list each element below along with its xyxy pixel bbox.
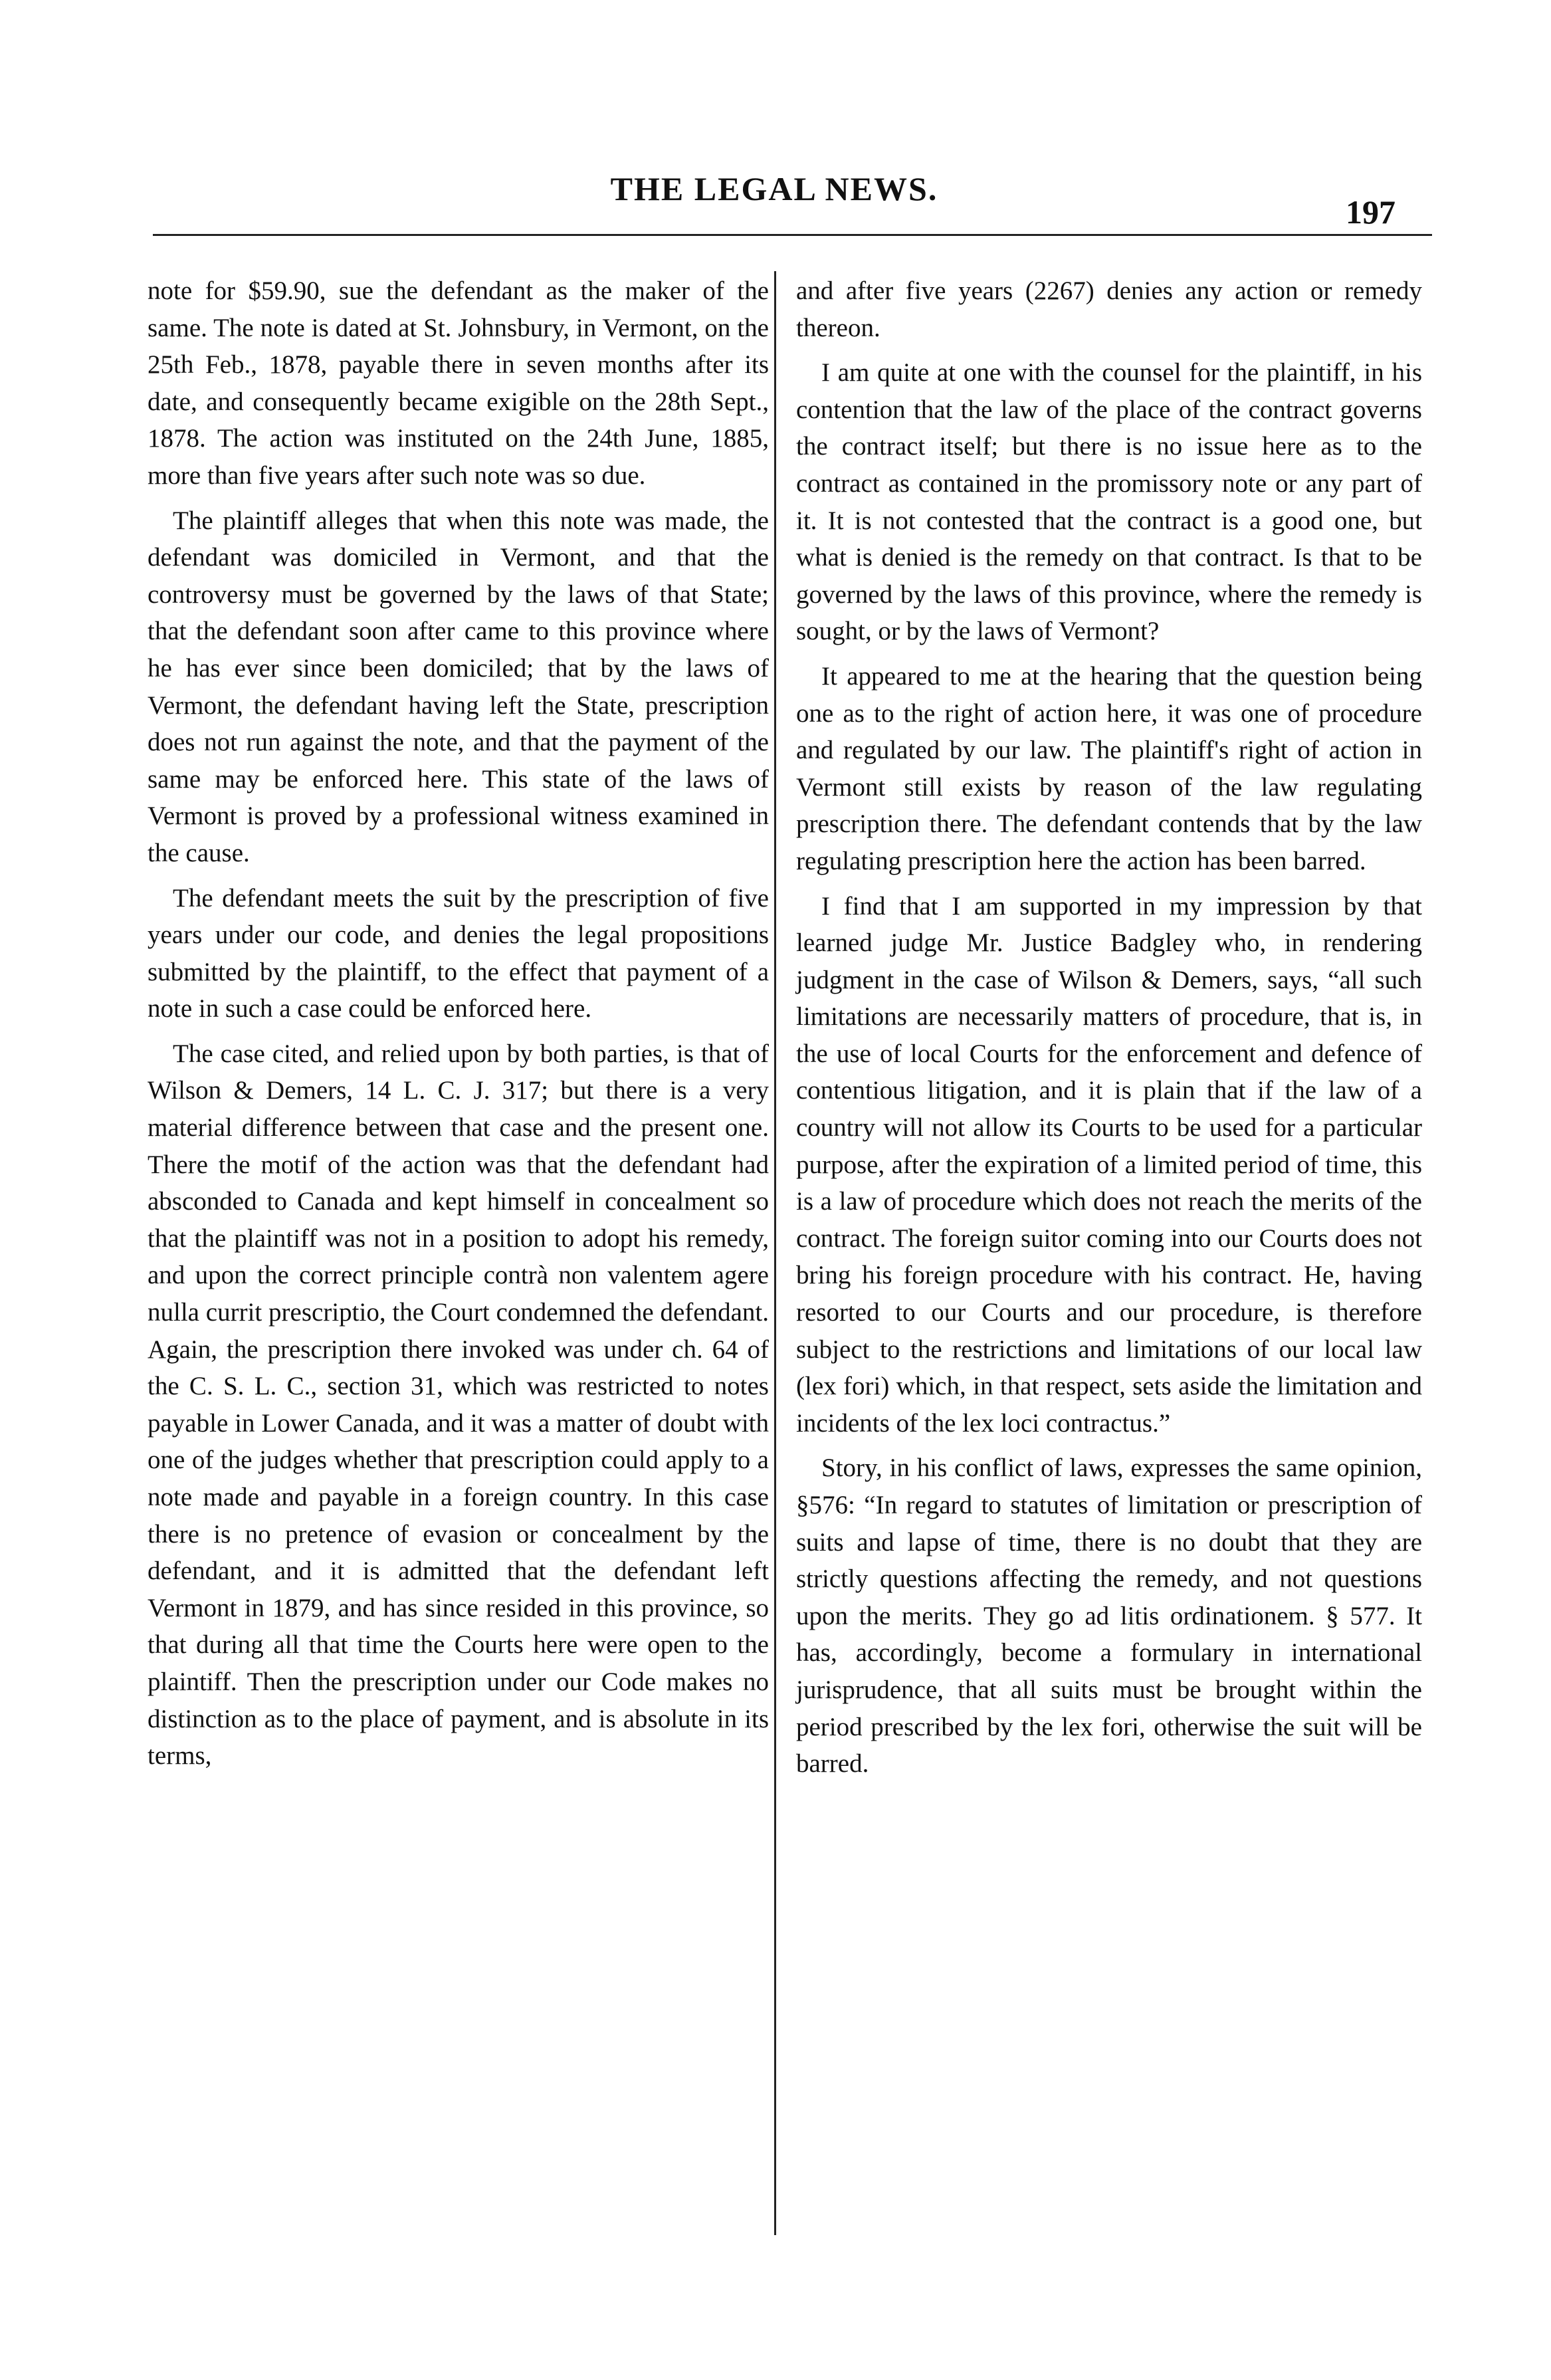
left-paragraph-2: The plaintiff alleges that when this note was made, the defendant was domiciled in Vermont, and that the controversy must be governed by the laws of that State; that the defendant soon after came to this province where he has ever since been domiciled; that by the laws of Vermont, the defendant having left the State, prescription does not run against the note, and that the payment of the same may be enforced here. This state of the laws of Vermont is proved by a professional witness examined in the cause. xyxy=(148,506,769,867)
left-paragraph-3: The defendant meets the suit by the prescription of five years under our code, and denies the legal propositions submitted by the plaintiff, to the effect that payment of a note in such a case could be enforced here. xyxy=(148,883,769,1024)
page-number: 197 xyxy=(1346,193,1396,231)
right-paragraph-2: I am quite at one with the counsel for the plaintiff, in his contention that the law of the place of the contract governs the contract itself; but there is no issue here as to the contract as contained in the promissory note or any part of it. It is not contested that the contract is a good one, but what is denied is the remedy on that contract. Is that to be governed by the laws of this province, where the remedy is sought, or by the laws of Vermont? xyxy=(796,358,1422,646)
right-paragraph-1: and after five years (2267) denies any action or remedy thereon. xyxy=(796,276,1422,342)
column-divider xyxy=(774,271,776,2235)
right-paragraph-5: Story, in his conflict of laws, expresses the same opinion, §576: “In regard to statutes of limitation or prescription of suits and lapse of time, there is no doubt that they are strictly questions affecting the remedy, and not questions upon the merits. They go ad litis ordinationem. § 577. It has, accordingly, become a formulary in international jurisprudence, that all suits must be brought within the period prescribed by the lex fori, otherwise the suit will be barred. xyxy=(796,1454,1422,1779)
right-paragraph-4: I find that I am supported in my impression by that learned judge Mr. Justice Badgley who, in rendering judgment in the case of Wilson & Demers, says, “all such limitations are necessarily matters of procedure, that is, in the use of local Courts for the enforcement and defence of contentious litigation, and it is plain that if the law of a country will not allow its Courts to be used for a particular purpose, after the expiration of a limited period of time, this is a law of procedure which does not reach the merits of the contract. The foreign suitor coming into our Courts does not bring his foreign procedure with his contract. He, having resorted to our Courts and our procedure, is therefore subject to the restrictions and limitations of our local law (lex fori) which, in that respect, sets aside the limitation and incidents of the lex loci contractus.” xyxy=(796,891,1422,1438)
right-paragraph-3: It appeared to me at the hearing that the question being one as to the right of action here, it was one of procedure and regulated by our law. The plaintiff's right of action in Vermont still exists by reason of the law regulating prescription there. The defendant contends that by the law regulating prescription here the action has been barred. xyxy=(796,661,1422,875)
header-rule xyxy=(153,234,1432,236)
left-paragraph-4: The case cited, and relied upon by both parties, is that of Wilson & Demers, 14 L. C. J. 317; but there is a very material difference between that case and the present one. There the motif of the action was that the defendant had absconded to Canada and kept himself in concealment so that the plaintiff was not in a position to adopt his remedy, and upon the correct principle contrà non valentem agere nulla currit prescriptio, the Court condemned the defendant. Again, the prescription there invoked was under ch. 64 of the C. S. L. C., section 31, which was restricted to notes payable in Lower Canada, and it was a matter of doubt with one of the judges whether that prescription could apply to a note made and payable in a foreign country. In this case there is no pretence of evasion or concealment by the defendant, and it is admitted that the defendant left Vermont in 1879, and has since resided in this province, so that during all that time the Courts here were open to the plaintiff. Then the prescription under our Code makes no distinction as to the place of payment, and is absolute in its terms, xyxy=(148,1039,769,1771)
right-column xyxy=(796,272,1422,1790)
left-paragraph-1: note for $59.90, sue the defendant as the maker of the same. The note is dated at St. Johnsbury, in Vermont, on the 25th Feb., 1878, payable there in seven months after its date, and consequently became exigible on the 28th Sept., 1878. The action was instituted on the 24th June, 1885, more than five years after such note was so due. xyxy=(148,276,769,490)
left-column xyxy=(148,272,769,1783)
running-head: THE LEGAL NEWS. xyxy=(610,170,938,207)
